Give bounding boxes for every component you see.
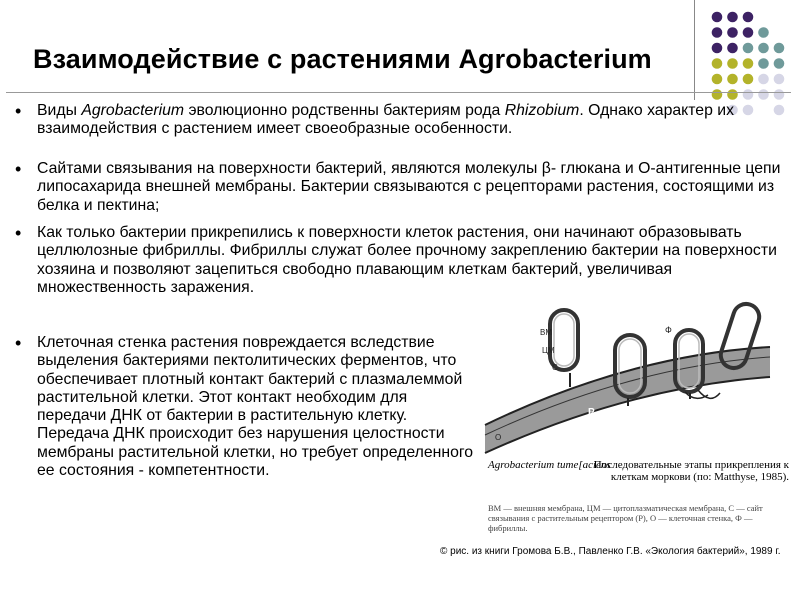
decorative-dot [727, 12, 738, 23]
decorative-dot [758, 89, 769, 100]
decorative-dot [712, 58, 723, 69]
title-underline [6, 92, 791, 93]
decorative-dot [727, 74, 738, 85]
page-title: Взаимодействие с растениями Agrobacterium [33, 44, 652, 74]
bullet-icon: • [15, 333, 22, 353]
decorative-dot [712, 12, 723, 23]
label-cm: ЦМ [542, 346, 555, 355]
decorative-dot [712, 27, 723, 38]
decorative-dot [743, 27, 754, 38]
bullet-icon: • [15, 101, 22, 121]
decorative-dot [758, 27, 769, 38]
bacteria-attachment-figure [470, 295, 790, 460]
decorative-dot [727, 27, 738, 38]
decorative-dot [727, 58, 738, 69]
decorative-dot [758, 74, 769, 85]
label-p: Р [588, 407, 595, 418]
decorative-dot [774, 74, 785, 85]
paragraph-3: Как только бактерии прикрепились к поверхности клеток растения, они начинают образовывать целлюлозные фибриллы. Фибриллы служат более прочному закреплению бактерии на поверхности хозяина и позволяют зацепиться свободно плавающим клеткам бактерий, увеличивая множественность заражения. [37, 224, 777, 296]
label-c: С [552, 363, 558, 372]
label-o: О [495, 433, 502, 442]
decorative-dot [727, 89, 738, 100]
paragraph-1: Виды Agrobacterium эволюционно родственны бактериям рода Rhizobium. Однако характер их взаимодействия с растением имеет своеобразные особенности. [37, 102, 734, 138]
paragraph-2: Сайтами связывания на поверхности бактерий, являются молекулы β- глюкана и О-антигенные цепи липосахарида внешней мембраны. Бактерии связываются с рецепторами растения, состоящими из белка и пектина; [37, 160, 781, 214]
decorative-dot [743, 12, 754, 23]
decorative-dot [712, 43, 723, 54]
decorative-dot [774, 89, 785, 100]
bullet-icon: • [15, 223, 22, 243]
decorative-dot [758, 58, 769, 69]
label-bm: ВМ [540, 328, 552, 337]
figure-legend: ВМ — внешняя мембрана, ЦМ — цитоплазматическая мембрана, С — сайт связывания с растительным рецептором (Р), О — клеточная стенка, Ф — фибриллы. [488, 503, 763, 533]
decorative-dot [743, 58, 754, 69]
decorative-dot [774, 43, 785, 54]
decorative-dot [743, 43, 754, 54]
bullet-icon: • [15, 159, 22, 179]
decorative-dot [712, 74, 723, 85]
source-caption: © рис. из книги Громова Б.В., Павленко Г.В. «Экология бактерий», 1989 г. [440, 546, 781, 557]
decorative-dot [743, 74, 754, 85]
decorative-vertical-line [694, 0, 695, 100]
decorative-dot [774, 58, 785, 69]
decorative-dot [758, 43, 769, 54]
decorative-dot [743, 89, 754, 100]
decorative-dot [712, 89, 723, 100]
label-phi: Ф [665, 325, 672, 335]
decorative-dot [727, 43, 738, 54]
paragraph-4: Клеточная стенка растения повреждается вследствие выделения бактериями пектолитических ферментов, что обеспечивает плотный контакт бактерий с плазмалеммой растительной клетки. Этот контакт необходим для передачи ДНК от бактерии в растительную клетку. Передача ДНК происходит без нарушения целостности мембраны растительной клетки, но требует определенного ее состояния - компетентности. [37, 334, 474, 480]
